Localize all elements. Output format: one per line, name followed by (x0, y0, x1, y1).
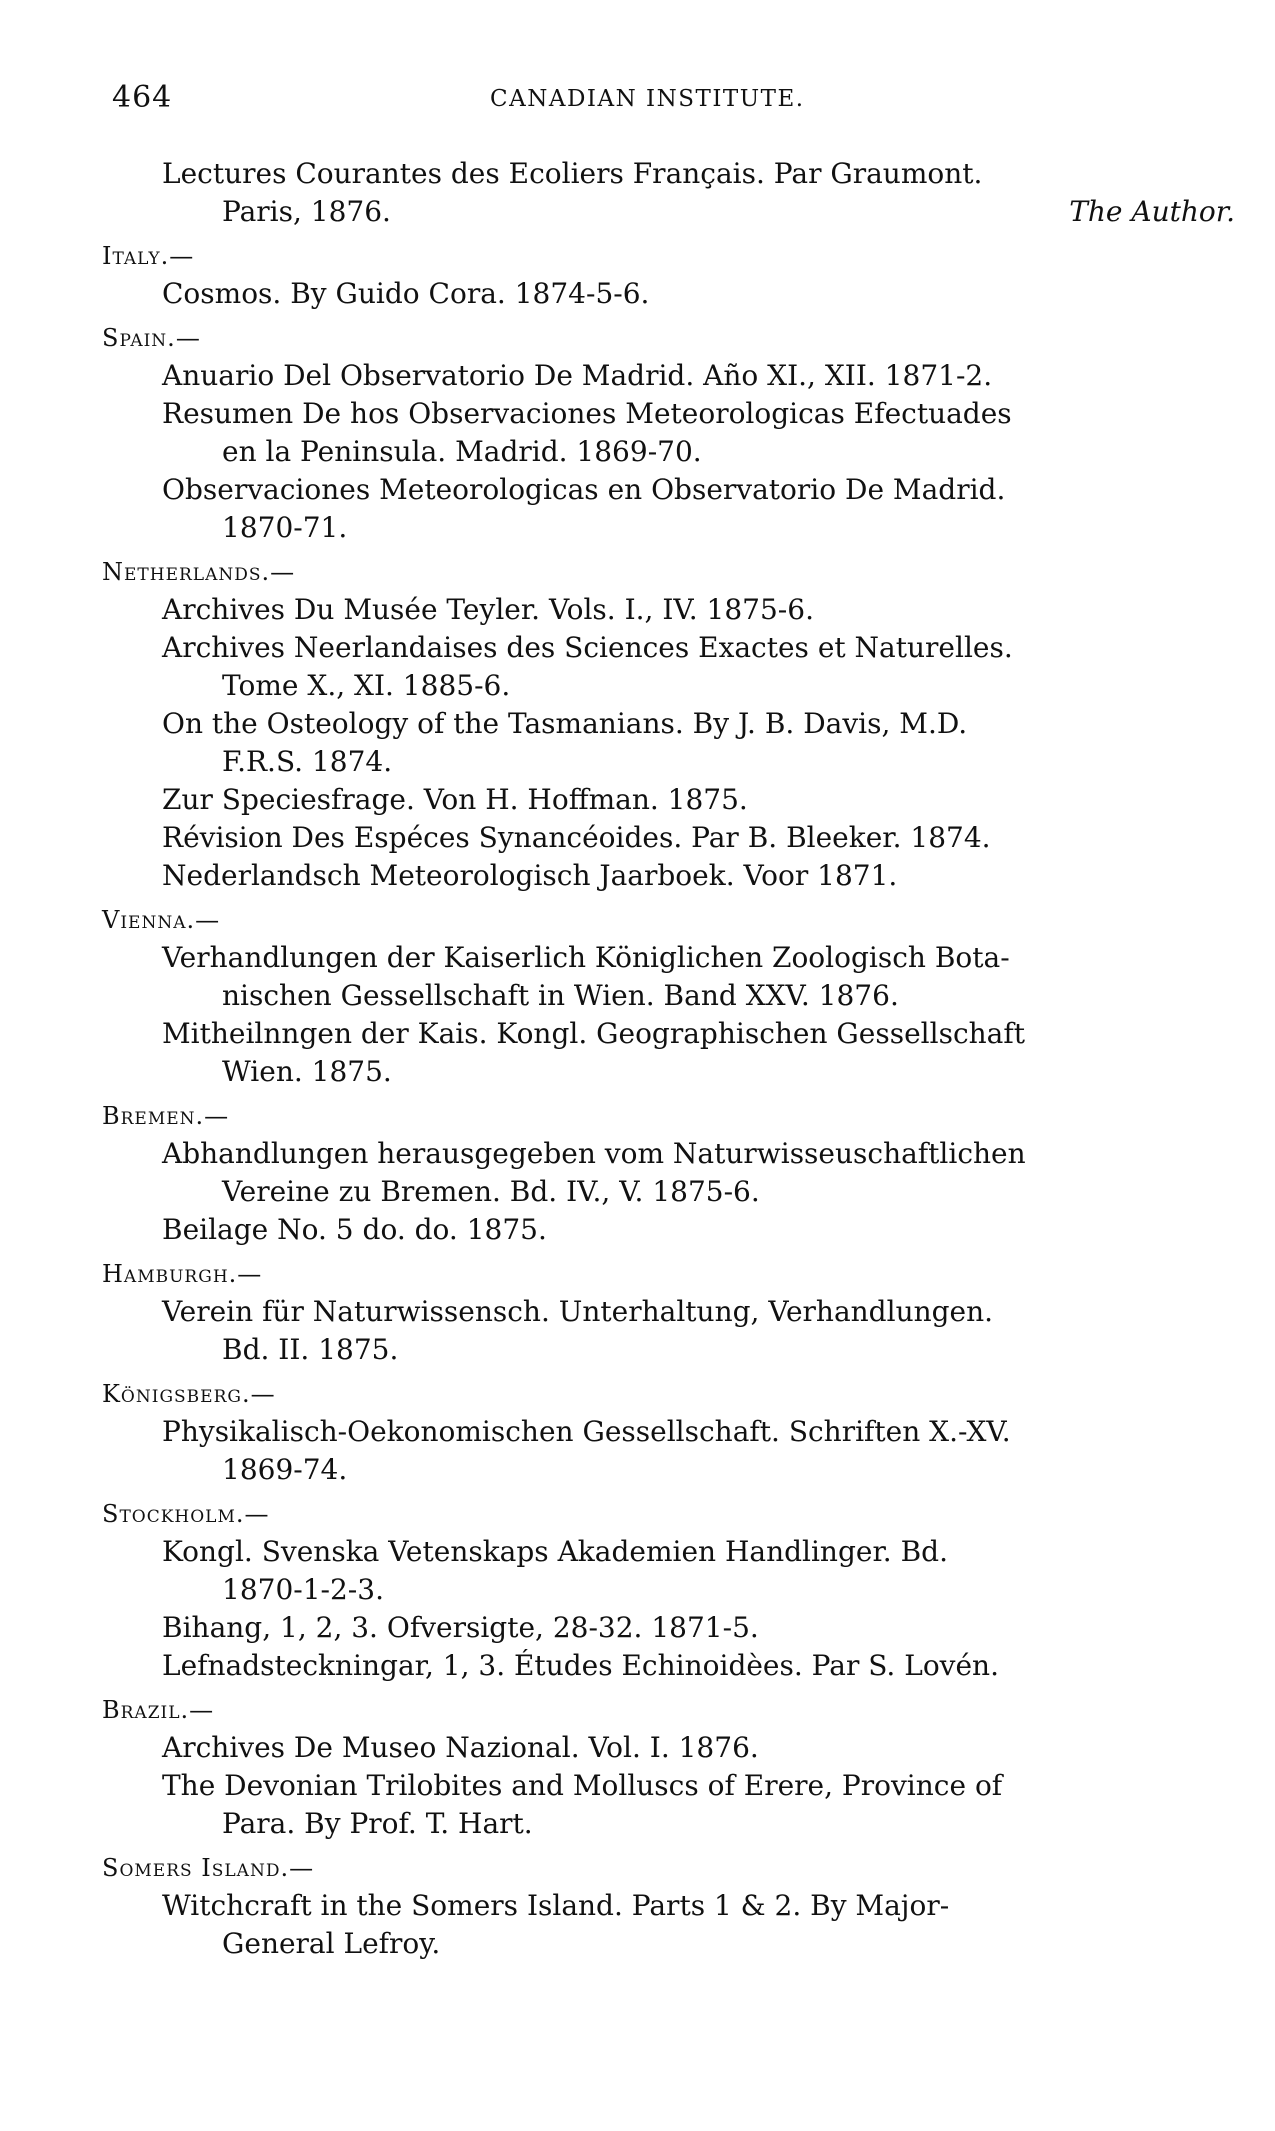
donor-credit: The Author. (1069, 195, 1235, 228)
page-number: 464 (112, 80, 173, 115)
entry-title-line: Kongl. Svenska Vetenskaps Akademien Handlinger. Bd. (162, 1535, 948, 1568)
entry-title-line: Mitheilnngen der Kais. Kongl. Geographischen Gessellschaft (162, 1017, 1025, 1050)
section-heading: Somers Island.— (102, 1854, 315, 1882)
catalogue-entry (0, 1609, 1275, 1647)
section-heading: Stockholm.— (102, 1500, 270, 1528)
entry-title-line: Zur Speciesfrage. Von H. Hoffman. 1875. (162, 783, 748, 816)
catalogue-entry (0, 1767, 1275, 1843)
entry-continuation-line (0, 193, 1275, 231)
catalogue-entry (0, 819, 1275, 857)
entry-title-line: Beilage No. 5 do. do. 1875. (162, 1213, 547, 1246)
section-heading: Königsberg.— (102, 1380, 276, 1408)
entry-title-line: Physikalisch-Oekonomischen Gessellschaft. Schriften X.-XV. (162, 1415, 1011, 1448)
section-heading: Brazil.— (102, 1696, 215, 1724)
entry-line-text: Paris, 1876. (222, 195, 391, 228)
entry-continuation-line: 1870-1-2-3. (222, 1573, 384, 1606)
entry-title-line: Bihang, 1, 2, 3. Ofversigte, 28-32. 1871-5. (162, 1611, 759, 1644)
running-title: CANADIAN INSTITUTE. (490, 86, 805, 112)
catalogue-entry (0, 781, 1275, 819)
entry-title-line: Lectures Courantes des Ecoliers Français. Par Graumont. (162, 157, 983, 190)
entry-title-line: Cosmos. By Guido Cora. 1874-5-6. (162, 277, 650, 310)
catalogue-entry (0, 1647, 1275, 1685)
catalogue-entry (0, 591, 1275, 629)
catalogue-entry (0, 395, 1275, 471)
entry-title-line: On the Osteology of the Tasmanians. By J. B. Davis, M.D. (162, 707, 968, 740)
section-heading: Netherlands.— (102, 558, 296, 586)
section-heading: Hamburgh.— (102, 1260, 263, 1288)
entry-title-line: Archives Neerlandaises des Sciences Exactes et Naturelles. (162, 631, 1013, 664)
entry-continuation-line: Tome X., XI. 1885-6. (222, 669, 511, 702)
catalogue-entry (0, 1729, 1275, 1767)
entry-title-line: Archives Du Musée Teyler. Vols. I., IV. 1875-6. (162, 593, 814, 626)
entry-title-line: The Devonian Trilobites and Molluscs of Erere, Province of (162, 1769, 1003, 1802)
catalogue-entry (0, 1533, 1275, 1609)
entry-continuation-line: Wien. 1875. (222, 1055, 392, 1088)
section-heading: Spain.— (102, 324, 201, 352)
entry-title-line: Observaciones Meteorologicas en Observatorio De Madrid. (162, 473, 1006, 506)
catalogue-entry (0, 629, 1275, 705)
catalogue-entry (0, 275, 1275, 313)
entry-continuation-line: Vereine zu Bremen. Bd. IV., V. 1875-6. (222, 1175, 760, 1208)
entry-title-line: Révision Des Espéces Synancéoides. Par B. Bleeker. 1874. (162, 821, 991, 854)
entry-title-line: Nederlandsch Meteorologisch Jaarboek. Voor 1871. (162, 859, 898, 892)
entry-continuation-line: Bd. II. 1875. (222, 1333, 399, 1366)
catalogue-list (0, 155, 1275, 1969)
entry-title-line: Anuario Del Observatorio De Madrid. Año XI., XII. 1871-2. (162, 359, 993, 392)
entry-title-line: Verhandlungen der Kaiserlich Königlichen Zoologisch Bota- (162, 941, 1010, 974)
entry-continuation-line: nischen Gessellschaft in Wien. Band XXV. 1876. (222, 979, 899, 1012)
catalogue-entry (0, 471, 1275, 547)
entry-title-line: Resumen De hos Observaciones Meteorologicas Efectuades (162, 397, 1012, 430)
entry-title-line: Lefnadsteckningar, 1, 3. Études Echinoidèes. Par S. Lovén. (162, 1649, 999, 1682)
catalogue-entry (0, 1887, 1275, 1963)
entry-continuation-line: Para. By Prof. T. Hart. (222, 1807, 533, 1840)
entry-title-line: Archives De Museo Nazional. Vol. I. 1876. (162, 1731, 759, 1764)
catalogue-entry (0, 155, 1275, 231)
entry-continuation-line: en la Peninsula. Madrid. 1869-70. (222, 435, 702, 468)
entry-continuation-line: 1870-71. (222, 511, 348, 544)
catalogue-entry (0, 1413, 1275, 1489)
catalogue-entry (0, 1211, 1275, 1249)
section-heading: Vienna.— (102, 906, 221, 934)
catalogue-entry (0, 705, 1275, 781)
entry-title-line: Witchcraft in the Somers Island. Parts 1 & 2. By Major- (162, 1889, 950, 1922)
entry-title-line: Verein für Naturwissensch. Unterhaltung, Verhandlungen. (162, 1295, 994, 1328)
section-heading: Bremen.— (102, 1102, 230, 1130)
catalogue-entry (0, 1293, 1275, 1369)
catalogue-entry (0, 1135, 1275, 1211)
catalogue-entry (0, 357, 1275, 395)
entry-continuation-line: F.R.S. 1874. (222, 745, 393, 778)
entry-continuation-line: 1869-74. (222, 1453, 348, 1486)
entry-continuation-line: General Lefroy. (222, 1927, 441, 1960)
catalogue-entry (0, 1015, 1275, 1091)
catalogue-entry (0, 857, 1275, 895)
catalogue-entry (0, 939, 1275, 1015)
entry-title-line: Abhandlungen herausgegeben vom Naturwisseuschaftlichen (162, 1137, 1026, 1170)
section-heading: Italy.— (102, 242, 195, 270)
running-head (0, 80, 1275, 120)
